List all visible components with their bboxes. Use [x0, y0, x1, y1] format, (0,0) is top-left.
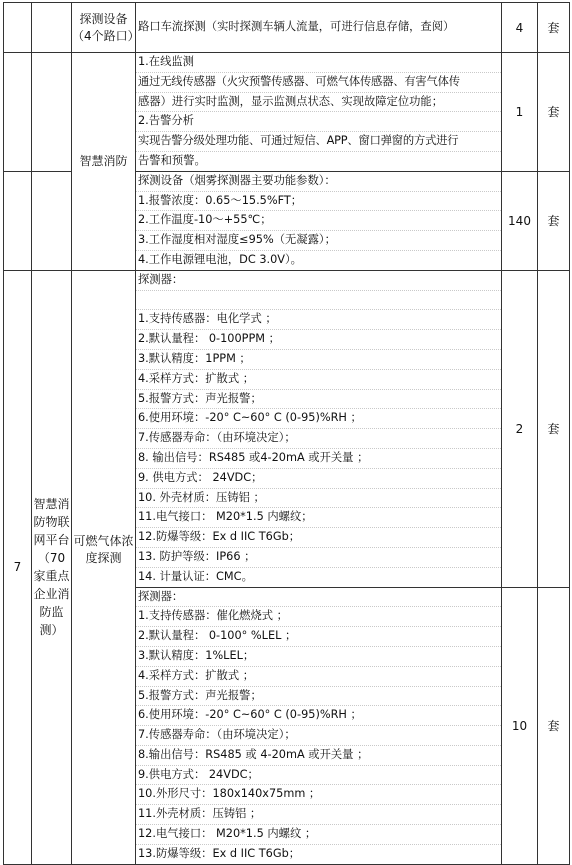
spec-line: 通过无线传感器（火灾预警传感器、可燃气体传感器、有害气体传 — [136, 73, 501, 93]
spec-line: 2.默认量程： 0-100PPM ； — [136, 330, 501, 350]
spec-line: 10. 外壳材质：压铸铝 ； — [136, 489, 501, 509]
spec-line: 4.工作电源锂电池，DC 3.0V）。 — [138, 252, 302, 266]
spec-line: 告警和预警。 — [138, 153, 206, 167]
spec-line: 2.告警分析 — [136, 112, 501, 132]
spec-line: 9.供电方式： 24VDC； — [136, 766, 501, 786]
spec-cell — [136, 53, 502, 172]
index-cell-empty — [4, 3, 32, 53]
unit-cell: 套 — [538, 53, 570, 172]
system-cell-empty — [32, 53, 72, 172]
spec-line: 3.默认精度：1PPM ； — [136, 350, 501, 370]
spec-cell — [136, 171, 502, 270]
table-row — [4, 270, 570, 587]
spec-line: 2.工作温度-10～+55℃； — [136, 211, 501, 231]
spec-line: 8. 输出信号：RS485 或4-20mA 或开关量 ； — [136, 449, 501, 469]
spec-line: 4.采样方式：扩散式 ； — [136, 370, 501, 390]
spec-line: 7.传感器寿命：（由环境决定）； — [136, 429, 501, 449]
spec-line: 感器）进行实时监测，显示监测点状态、实现故障定位功能； — [136, 93, 501, 113]
spec-line: 1.报警浓度：0.65～15.5%FT； — [136, 192, 501, 212]
spec-line: 3.默认精度：1%LEL； — [136, 647, 501, 667]
unit-cell: 套 — [538, 270, 570, 587]
category-cell-fire — [72, 53, 136, 271]
unit-cell: 套 — [538, 3, 570, 53]
equipment-spec-table — [3, 2, 570, 865]
spec-line: 4.采样方式：扩散式 ； — [136, 667, 501, 687]
category-cell — [72, 3, 140, 53]
category-cell-gas — [72, 270, 136, 864]
spec-line: 14. 计量认证：CMC。 — [138, 569, 253, 583]
spec-line: 实现告警分级处理功能、可通过短信、APP、窗口弹窗的方式进行 — [136, 132, 501, 152]
spec-line: 12.防爆等级：Ex d IIC T6Gb； — [136, 528, 501, 548]
quantity-cell: 10 — [502, 587, 538, 864]
spec-line: 6.使用环境：-20° C~60° C (0-95)%RH ； — [136, 409, 501, 429]
table-row — [4, 3, 570, 53]
spec-cell — [136, 270, 502, 587]
index-cell-empty — [4, 171, 32, 270]
category-label: 智慧消防 — [79, 153, 128, 168]
spec-line: 探测器： — [136, 588, 501, 608]
index-cell-empty — [4, 53, 32, 172]
category-label: 探测设备（4个路口） — [72, 11, 140, 43]
spec-line: 13. 防护等级：IP66 ； — [136, 548, 501, 568]
spec-line: 12.电气接口： M20*1.5 内螺纹 ； — [136, 825, 501, 845]
spec-line — [136, 291, 501, 311]
quantity-cell: 4 — [502, 3, 538, 53]
table-row — [4, 53, 570, 172]
spec-line: 探测器： — [136, 271, 501, 291]
spec-cell — [136, 587, 502, 864]
spec-line: 1.支持传感器：电化学式 ； — [136, 310, 501, 330]
spec-line: 7.传感器寿命：（由环境决定）； — [136, 726, 501, 746]
spec-line: 5.报警方式：声光报警； — [136, 390, 501, 410]
spec-line: 探测设备（烟雾探测器主要功能参数）： — [136, 172, 501, 192]
spec-line: 3.工作湿度相对湿度≤95%（无凝露）； — [136, 231, 501, 251]
spec-line: 11.外壳材质：压铸铝 ； — [136, 805, 501, 825]
spec-line: 1.支持传感器：催化燃烧式 ； — [136, 607, 501, 627]
spec-cell — [136, 3, 502, 53]
unit-cell: 套 — [538, 171, 570, 270]
unit-cell: 套 — [538, 587, 570, 864]
system-cell-empty — [32, 3, 72, 53]
spec-line: 6.使用环境：-20° C~60° C (0-95)%RH ； — [136, 706, 501, 726]
quantity-cell: 1 — [502, 53, 538, 172]
spec-line: 1.在线监测 — [136, 53, 501, 73]
quantity-cell: 140 — [502, 171, 538, 270]
spec-line: 路口车流探测（实时探测车辆人流量，可进行信息存储，查阅） — [138, 20, 455, 34]
spec-line: 2.默认量程： 0-100° %LEL ； — [136, 627, 501, 647]
quantity-cell: 2 — [502, 270, 538, 587]
spec-line: 9. 供电方式： 24VDC； — [136, 469, 501, 489]
system-cell-empty — [32, 171, 72, 270]
category-label: 可燃气体浓度探测 — [73, 533, 134, 565]
spec-line: 13.防爆等级：Ex d IIC T6Gb； — [138, 846, 301, 860]
spec-line: 5.报警方式：声光报警； — [136, 687, 501, 707]
system-cell — [32, 270, 72, 864]
spec-line: 10.外形尺寸：180x140x75mm ； — [136, 785, 501, 805]
system-label: 智慧消防物联网平台（70家重点企业消防监测） — [33, 497, 70, 638]
spec-line: 8.输出信号：RS485 或 4-20mA 或开关量 ； — [136, 746, 501, 766]
spec-line: 11.电气接口： M20*1.5 内螺纹； — [136, 508, 501, 528]
index-cell: 7 — [4, 270, 32, 864]
